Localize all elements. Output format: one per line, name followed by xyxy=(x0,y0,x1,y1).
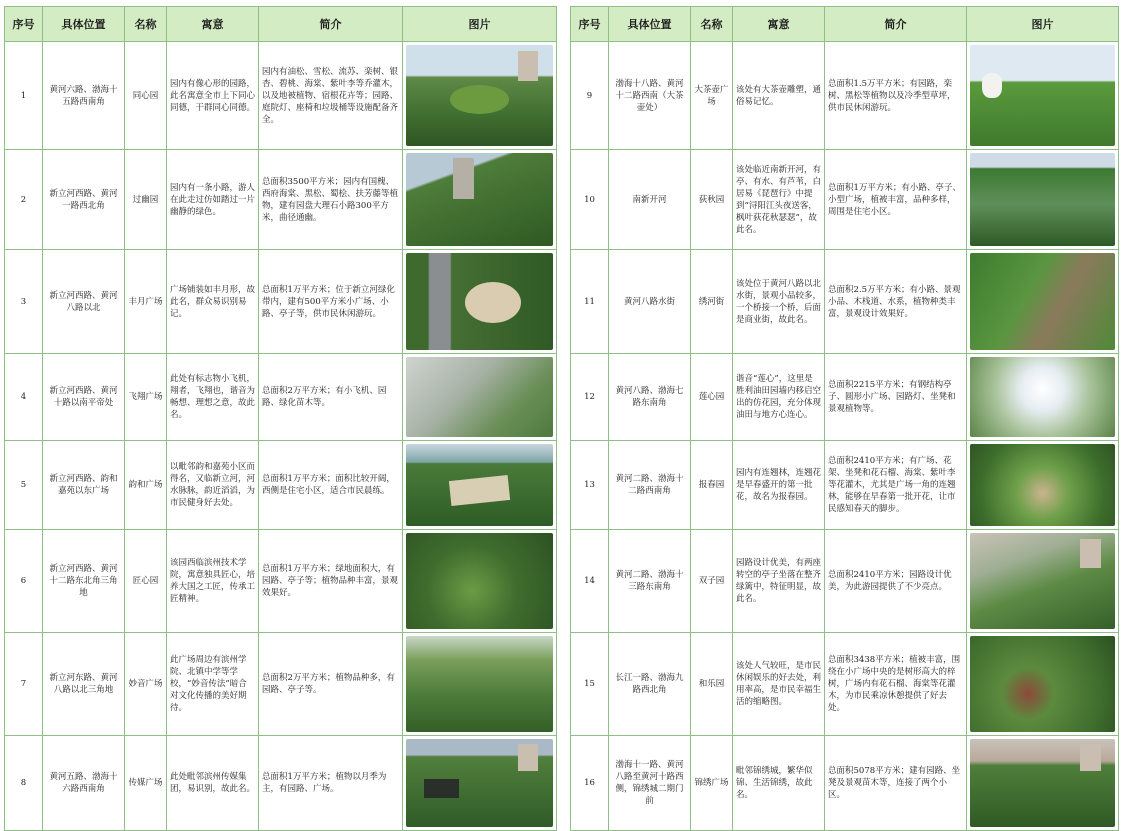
row-meaning: 此处毗邻滨州传媒集团，易识别，故此名。 xyxy=(167,736,259,831)
table-row xyxy=(571,441,1119,530)
row-name: 同心园 xyxy=(125,42,167,150)
header-meaning: 寓意 xyxy=(733,7,825,42)
park-photo xyxy=(970,739,1115,827)
table-row xyxy=(5,530,557,633)
row-intro: 总面积2万平方米；植物品种多，有园路、亭子等。 xyxy=(259,633,403,736)
header-meaning: 寓意 xyxy=(167,7,259,42)
table-row xyxy=(571,633,1119,736)
row-location: 黄河二路、渤海十三路东南角 xyxy=(609,530,691,633)
row-name: 过幽园 xyxy=(125,150,167,250)
row-no: 13 xyxy=(571,441,609,530)
row-meaning: 毗邻锦绣城，繁华似锦、生活锦绣，故此名。 xyxy=(733,736,825,831)
table-row xyxy=(5,42,557,150)
header-intro: 简介 xyxy=(259,7,403,42)
park-photo xyxy=(406,636,553,732)
row-no: 8 xyxy=(5,736,43,831)
table-left xyxy=(4,6,557,831)
row-no: 4 xyxy=(5,354,43,441)
row-name: 妙音广场 xyxy=(125,633,167,736)
header-location: 具体位置 xyxy=(609,7,691,42)
row-location: 新立河西路、黄河十二路东北角三角地 xyxy=(43,530,125,633)
park-photo xyxy=(406,533,553,629)
table-row xyxy=(571,354,1119,441)
row-meaning: 园内有一条小路，游人在此走过仿如踏过一片幽静的绿色。 xyxy=(167,150,259,250)
row-meaning: 此广场周边有滨州学院、北镇中学等学校，“妙音传法”暗合对文化传播的美好期待。 xyxy=(167,633,259,736)
row-name: 双子园 xyxy=(691,530,733,633)
row-location: 黄河八路水街 xyxy=(609,250,691,354)
table-row xyxy=(571,250,1119,354)
header-image: 图片 xyxy=(967,7,1119,42)
park-photo xyxy=(406,153,553,246)
row-intro: 园内有油松、雪松、流苏、栾树、银杏、碧桃、海棠、紫叶李等乔灌木，以及地被植物、宿根花卉等；园路、庭院灯、座椅和垃圾桶等设施配备齐全。 xyxy=(259,42,403,150)
row-location: 新立河西路、黄河十路以南平帝处 xyxy=(43,354,125,441)
row-no: 14 xyxy=(571,530,609,633)
row-name: 飞翔广场 xyxy=(125,354,167,441)
table-row xyxy=(5,150,557,250)
row-location: 黄河二路、渤海十二路西南角 xyxy=(609,441,691,530)
park-photo xyxy=(970,357,1115,437)
row-name: 韵和广场 xyxy=(125,441,167,530)
row-intro: 总面积3438平方米；植被丰富，围绕在小广场中央的是树形高大的梓树，广场内有花石榴、海棠等花灌木，为市民乘凉休憩提供了好去处。 xyxy=(825,633,967,736)
header-name: 名称 xyxy=(691,7,733,42)
row-no: 10 xyxy=(571,150,609,250)
row-meaning: 以毗邻韵和嘉苑小区而得名，又临新立河，河水脉脉，韵近滔滔，为市民健身好去处。 xyxy=(167,441,259,530)
table-row xyxy=(5,441,557,530)
row-name: 传媒广场 xyxy=(125,736,167,831)
table-row xyxy=(571,530,1119,633)
table-row xyxy=(5,354,557,441)
header-intro: 简介 xyxy=(825,7,967,42)
table-row xyxy=(571,42,1119,150)
header-image: 图片 xyxy=(403,7,557,42)
table-row xyxy=(5,250,557,354)
row-intro: 总面积1万平方米；绿地面积大，有园路、亭子等；植物品种丰富，景观效果好。 xyxy=(259,530,403,633)
row-no: 3 xyxy=(5,250,43,354)
table-header-row xyxy=(5,7,557,42)
row-meaning: 园内有连翘林，连翘花是早春盛开的第一批花，故名为报春园。 xyxy=(733,441,825,530)
row-meaning: 此处有标志物小飞机，翔者，飞翔也，谐音为畅想、理想之意，故此名。 xyxy=(167,354,259,441)
row-name: 绣河街 xyxy=(691,250,733,354)
header-location: 具体位置 xyxy=(43,7,125,42)
row-location: 新立河西路、黄河八路以北 xyxy=(43,250,125,354)
row-intro: 总面积2.5万平方米；有小路、景观小品、木栈道、水系，植物种类丰富，景观设计效果好。 xyxy=(825,250,967,354)
park-photo xyxy=(406,357,553,437)
row-intro: 总面积2万平方米；有小飞机、园路、绿化苗木等。 xyxy=(259,354,403,441)
park-photo xyxy=(970,636,1115,732)
row-location: 长江一路、渤海九路西北角 xyxy=(609,633,691,736)
row-intro: 总面积1万平方米；有小路、亭子、小型广场，植被丰富，品种多样，周围是住宅小区。 xyxy=(825,150,967,250)
park-photo xyxy=(970,45,1115,146)
row-intro: 总面积1万平方米；面积比较开阔，西侧是住宅小区，适合市民晨练。 xyxy=(259,441,403,530)
table-row xyxy=(5,736,557,831)
row-name: 报春园 xyxy=(691,441,733,530)
header-name: 名称 xyxy=(125,7,167,42)
park-photo xyxy=(406,739,553,827)
row-location: 新立河西路、韵和嘉苑以东广场 xyxy=(43,441,125,530)
row-name: 丰月广场 xyxy=(125,250,167,354)
row-name: 荻秋园 xyxy=(691,150,733,250)
row-location: 南新开河 xyxy=(609,150,691,250)
row-no: 5 xyxy=(5,441,43,530)
row-meaning: 该处有大茶壶雕塑，通俗易记忆。 xyxy=(733,42,825,150)
row-location: 新立河东路、黄河八路以北三角地 xyxy=(43,633,125,736)
table-header-row xyxy=(571,7,1119,42)
row-no: 16 xyxy=(571,736,609,831)
row-location: 黄河八路、渤海七路东南角 xyxy=(609,354,691,441)
row-intro: 总面积1万平方米；位于新立河绿化带内，建有500平方米小广场、小路、亭子等，供市民休闲游玩。 xyxy=(259,250,403,354)
row-name: 莲心园 xyxy=(691,354,733,441)
row-meaning: 谐音“莲心”，这里是胜利油田园墙内移启空出的仿花园，充分体现油田与地方心连心。 xyxy=(733,354,825,441)
park-photo xyxy=(970,253,1115,350)
row-name: 和乐园 xyxy=(691,633,733,736)
row-location: 新立河西路、黄河一路西北角 xyxy=(43,150,125,250)
row-name: 匠心园 xyxy=(125,530,167,633)
park-photo xyxy=(406,444,553,526)
row-location: 黄河六路、渤海十五路西南角 xyxy=(43,42,125,150)
row-no: 7 xyxy=(5,633,43,736)
row-intro: 总面积2410平方米；园路设计优美，为此游园提供了不少亮点。 xyxy=(825,530,967,633)
row-location: 渤海十一路、黄河八路至黄河十路西侧，锦绣城二期门前 xyxy=(609,736,691,831)
park-photo xyxy=(970,444,1115,526)
row-location: 渤海十八路、黄河十二路西南（大茶壶处） xyxy=(609,42,691,150)
row-meaning: 广场铺装如丰月形，故此名，群众易识别易记。 xyxy=(167,250,259,354)
row-meaning: 园内有像心形的园路，此名寓意全市上下同心同德，干群同心同德。 xyxy=(167,42,259,150)
table-row xyxy=(5,633,557,736)
table-right xyxy=(570,6,1119,831)
row-no: 11 xyxy=(571,250,609,354)
row-meaning: 该处人气较旺，是市民休闲娱乐的好去处，利用率高，是市民幸福生活的缩略图。 xyxy=(733,633,825,736)
park-photo xyxy=(970,153,1115,246)
row-intro: 总面积2215平方米；有钢结构亭子、圆形小广场、园路灯、坐凳和景观植物等。 xyxy=(825,354,967,441)
row-name: 锦绣广场 xyxy=(691,736,733,831)
row-location: 黄河五路、渤海十六路西南角 xyxy=(43,736,125,831)
row-meaning: 园路设计优美，有两座转空的亭子坐落在整齐绿篱中，特征明显，故此名。 xyxy=(733,530,825,633)
park-photo xyxy=(406,253,553,350)
header-no: 序号 xyxy=(5,7,43,42)
row-intro: 总面积3500平方米；园内有国槐、西府海棠、黑松、蜀桧、扶芳藤等植物，建有园盘大理石小路300平方米，曲径通幽。 xyxy=(259,150,403,250)
row-no: 1 xyxy=(5,42,43,150)
row-meaning: 该园西临滨州技术学院，寓意独具匠心，培养大国之工匠，传承工匠精神。 xyxy=(167,530,259,633)
row-intro: 总面积1.5万平方米；有园路，栾树、黑松等植物以及冷季型草坪，供市民休闲游玩。 xyxy=(825,42,967,150)
table-row xyxy=(571,736,1119,831)
row-meaning: 该处位于黄河八路以北水街，景观小品较多，一个桥接一个桥，后面是商业街，故此名。 xyxy=(733,250,825,354)
row-no: 12 xyxy=(571,354,609,441)
row-intro: 总面积5078平方米；建有园路、坐凳及景观苗木等，连接了两个小区。 xyxy=(825,736,967,831)
row-meaning: 该处临近南新开河，有亭、有水、有芦苇，白居易《琵琶行》中提到“浔阳江头夜送客，枫叶荻花秋瑟瑟”，故此名。 xyxy=(733,150,825,250)
row-intro: 总面积2410平方米；有广场、花架、坐凳和花石榴、海棠、紫叶李等花灌木，尤其是广场一角的连翘林，能够在早春第一批开花，让市民感知春天的脚步。 xyxy=(825,441,967,530)
row-name: 大茶壶广场 xyxy=(691,42,733,150)
park-photo xyxy=(406,45,553,146)
table-row xyxy=(571,150,1119,250)
row-no: 9 xyxy=(571,42,609,150)
row-intro: 总面积1万平方米；植物以月季为主，有园路、广场。 xyxy=(259,736,403,831)
row-no: 15 xyxy=(571,633,609,736)
header-no: 序号 xyxy=(571,7,609,42)
park-photo xyxy=(970,533,1115,629)
row-no: 2 xyxy=(5,150,43,250)
row-no: 6 xyxy=(5,530,43,633)
